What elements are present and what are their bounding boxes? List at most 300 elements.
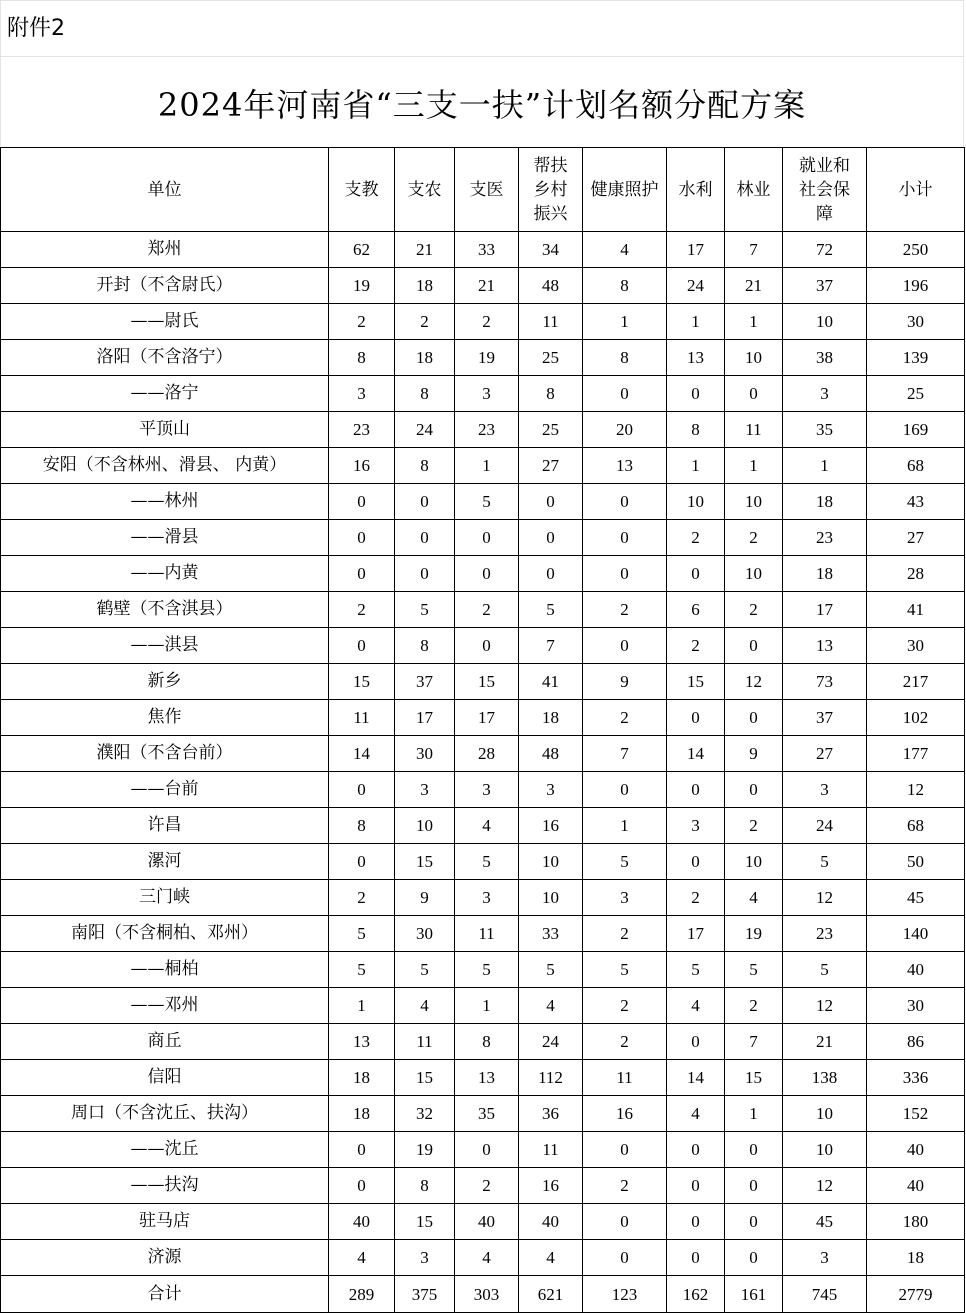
unit-cell: 漯河 (1, 844, 329, 880)
employment-cell: 37 (783, 268, 867, 304)
employment-cell: 35 (783, 412, 867, 448)
subtotal-cell: 30 (867, 628, 965, 664)
rural-revitalization-cell: 5 (519, 592, 583, 628)
education-cell: 0 (329, 1168, 395, 1204)
health-care-cell: 0 (583, 484, 667, 520)
medical-cell: 19 (455, 340, 519, 376)
health-care-cell: 2 (583, 700, 667, 736)
rural-revitalization-cell: 41 (519, 664, 583, 700)
agriculture-cell: 9 (395, 880, 455, 916)
rural-revitalization-cell: 112 (519, 1060, 583, 1096)
medical-cell: 3 (455, 880, 519, 916)
table-row (1, 1204, 965, 1240)
unit-cell: 许昌 (1, 808, 329, 844)
water-cell: 0 (667, 1240, 725, 1276)
table-row (1, 304, 965, 340)
water-cell: 2 (667, 880, 725, 916)
table-row (1, 520, 965, 556)
education-cell: 18 (329, 1060, 395, 1096)
health-care-cell: 8 (583, 268, 667, 304)
water-cell: 1 (667, 304, 725, 340)
water-cell: 14 (667, 736, 725, 772)
rural-revitalization-cell: 8 (519, 376, 583, 412)
subtotal-cell: 50 (867, 844, 965, 880)
agriculture-cell: 5 (395, 952, 455, 988)
medical-cell: 13 (455, 1060, 519, 1096)
agriculture-cell: 0 (395, 520, 455, 556)
forestry-cell: 4 (725, 880, 783, 916)
rural-revitalization-cell: 36 (519, 1096, 583, 1132)
health-care-cell: 9 (583, 664, 667, 700)
forestry-cell: 0 (725, 772, 783, 808)
education-cell: 5 (329, 952, 395, 988)
agriculture-cell: 18 (395, 268, 455, 304)
unit-cell: ——桐柏 (1, 952, 329, 988)
employment-cell: 18 (783, 556, 867, 592)
employment-cell: 18 (783, 484, 867, 520)
unit-cell: 驻马店 (1, 1204, 329, 1240)
water-cell: 0 (667, 844, 725, 880)
water-cell: 13 (667, 340, 725, 376)
agriculture-cell: 32 (395, 1096, 455, 1132)
unit-cell: 郑州 (1, 232, 329, 268)
agriculture-cell: 24 (395, 412, 455, 448)
water-cell: 1 (667, 448, 725, 484)
table-row (1, 628, 965, 664)
medical-cell: 28 (455, 736, 519, 772)
unit-cell: 商丘 (1, 1024, 329, 1060)
health-care-cell: 13 (583, 448, 667, 484)
employment-cell: 73 (783, 664, 867, 700)
forestry-cell: 2 (725, 988, 783, 1024)
unit-cell: ——淇县 (1, 628, 329, 664)
subtotal-cell: 40 (867, 1168, 965, 1204)
medical-cell: 35 (455, 1096, 519, 1132)
agriculture-cell: 0 (395, 484, 455, 520)
agriculture-cell: 3 (395, 772, 455, 808)
medical-cell: 21 (455, 268, 519, 304)
health-care-cell: 16 (583, 1096, 667, 1132)
forestry-cell: 21 (725, 268, 783, 304)
subtotal-cell: 102 (867, 700, 965, 736)
health-care-cell: 0 (583, 520, 667, 556)
unit-cell: ——台前 (1, 772, 329, 808)
table-row (1, 484, 965, 520)
subtotal-cell: 28 (867, 556, 965, 592)
health-care-cell: 8 (583, 340, 667, 376)
subtotal-cell: 25 (867, 376, 965, 412)
table-row (1, 1024, 965, 1060)
education-cell: 0 (329, 1132, 395, 1168)
health-care-cell: 2 (583, 988, 667, 1024)
table-row (1, 1096, 965, 1132)
rural-revitalization-cell: 7 (519, 628, 583, 664)
education-cell: 8 (329, 340, 395, 376)
unit-cell: 济源 (1, 1240, 329, 1276)
rural-revitalization-cell: 4 (519, 1240, 583, 1276)
health-care-cell: 0 (583, 556, 667, 592)
education-cell: 18 (329, 1096, 395, 1132)
forestry-cell: 9 (725, 736, 783, 772)
agriculture-cell: 21 (395, 232, 455, 268)
table-row (1, 1168, 965, 1204)
education-cell: 0 (329, 772, 395, 808)
subtotal-cell: 40 (867, 952, 965, 988)
unit-cell: 合计 (1, 1276, 329, 1313)
subtotal-cell: 336 (867, 1060, 965, 1096)
header-forestry: 林业 (725, 148, 783, 232)
table-row (1, 736, 965, 772)
subtotal-cell: 169 (867, 412, 965, 448)
subtotal-cell: 12 (867, 772, 965, 808)
medical-cell: 11 (455, 916, 519, 952)
forestry-cell: 0 (725, 1132, 783, 1168)
health-care-cell: 11 (583, 1060, 667, 1096)
education-cell: 40 (329, 1204, 395, 1240)
education-cell: 3 (329, 376, 395, 412)
rural-revitalization-cell: 34 (519, 232, 583, 268)
forestry-cell: 10 (725, 556, 783, 592)
health-care-cell: 1 (583, 304, 667, 340)
water-cell: 4 (667, 1096, 725, 1132)
education-cell: 8 (329, 808, 395, 844)
medical-cell: 1 (455, 988, 519, 1024)
document-title: 2024年河南省“三支一扶”计划名额分配方案 (0, 56, 964, 147)
health-care-cell: 5 (583, 844, 667, 880)
medical-cell: 2 (455, 592, 519, 628)
unit-cell: 开封（不含尉氏） (1, 268, 329, 304)
medical-cell: 8 (455, 1024, 519, 1060)
unit-cell: 焦作 (1, 700, 329, 736)
forestry-cell: 15 (725, 1060, 783, 1096)
water-cell: 2 (667, 628, 725, 664)
health-care-cell: 2 (583, 916, 667, 952)
subtotal-cell: 250 (867, 232, 965, 268)
rural-revitalization-cell: 4 (519, 988, 583, 1024)
agriculture-cell: 375 (395, 1276, 455, 1313)
employment-cell: 3 (783, 772, 867, 808)
rural-revitalization-cell: 11 (519, 1132, 583, 1168)
agriculture-cell: 37 (395, 664, 455, 700)
forestry-cell: 0 (725, 1168, 783, 1204)
subtotal-cell: 45 (867, 880, 965, 916)
header-subtotal: 小计 (867, 148, 965, 232)
table-row (1, 232, 965, 268)
medical-cell: 40 (455, 1204, 519, 1240)
unit-cell: ——沈丘 (1, 1132, 329, 1168)
header-education: 支教 (329, 148, 395, 232)
unit-cell: 周口（不含沈丘、扶沟） (1, 1096, 329, 1132)
unit-cell: ——扶沟 (1, 1168, 329, 1204)
water-cell: 0 (667, 376, 725, 412)
rural-revitalization-cell: 0 (519, 520, 583, 556)
agriculture-cell: 5 (395, 592, 455, 628)
agriculture-cell: 0 (395, 556, 455, 592)
rural-revitalization-cell: 25 (519, 412, 583, 448)
employment-cell: 5 (783, 844, 867, 880)
forestry-cell: 0 (725, 628, 783, 664)
agriculture-cell: 4 (395, 988, 455, 1024)
rural-revitalization-cell: 25 (519, 340, 583, 376)
water-cell: 24 (667, 268, 725, 304)
employment-cell: 17 (783, 592, 867, 628)
agriculture-cell: 17 (395, 700, 455, 736)
water-cell: 0 (667, 700, 725, 736)
table-row (1, 664, 965, 700)
rural-revitalization-cell: 33 (519, 916, 583, 952)
health-care-cell: 0 (583, 1132, 667, 1168)
table-row (1, 1132, 965, 1168)
table-row (1, 700, 965, 736)
medical-cell: 2 (455, 1168, 519, 1204)
water-cell: 6 (667, 592, 725, 628)
health-care-cell: 2 (583, 1168, 667, 1204)
header-employment-social-security: 就业和社会保障 (783, 148, 867, 232)
agriculture-cell: 8 (395, 628, 455, 664)
unit-cell: ——尉氏 (1, 304, 329, 340)
education-cell: 2 (329, 304, 395, 340)
medical-cell: 1 (455, 448, 519, 484)
forestry-cell: 1 (725, 1096, 783, 1132)
forestry-cell: 0 (725, 1204, 783, 1240)
rural-revitalization-cell: 11 (519, 304, 583, 340)
forestry-cell: 10 (725, 844, 783, 880)
table-header-row (1, 148, 965, 232)
education-cell: 23 (329, 412, 395, 448)
table-row (1, 376, 965, 412)
employment-cell: 72 (783, 232, 867, 268)
forestry-cell: 7 (725, 232, 783, 268)
table-row (1, 988, 965, 1024)
employment-cell: 12 (783, 988, 867, 1024)
unit-cell: ——滑县 (1, 520, 329, 556)
employment-cell: 37 (783, 700, 867, 736)
health-care-cell: 2 (583, 592, 667, 628)
unit-cell: ——林州 (1, 484, 329, 520)
agriculture-cell: 8 (395, 376, 455, 412)
agriculture-cell: 15 (395, 1204, 455, 1240)
unit-cell: 新乡 (1, 664, 329, 700)
unit-cell: 濮阳（不含台前） (1, 736, 329, 772)
table-row (1, 880, 965, 916)
agriculture-cell: 15 (395, 844, 455, 880)
employment-cell: 1 (783, 448, 867, 484)
agriculture-cell: 3 (395, 1240, 455, 1276)
rural-revitalization-cell: 5 (519, 952, 583, 988)
forestry-cell: 12 (725, 664, 783, 700)
water-cell: 0 (667, 1168, 725, 1204)
rural-revitalization-cell: 10 (519, 844, 583, 880)
employment-cell: 10 (783, 1132, 867, 1168)
attachment-label: 附件2 (0, 0, 964, 56)
education-cell: 19 (329, 268, 395, 304)
table-row (1, 448, 965, 484)
medical-cell: 23 (455, 412, 519, 448)
health-care-cell: 5 (583, 952, 667, 988)
employment-cell: 12 (783, 880, 867, 916)
agriculture-cell: 18 (395, 340, 455, 376)
water-cell: 162 (667, 1276, 725, 1313)
header-unit: 单位 (1, 148, 329, 232)
rural-revitalization-cell: 16 (519, 808, 583, 844)
rural-revitalization-cell: 3 (519, 772, 583, 808)
water-cell: 0 (667, 556, 725, 592)
subtotal-cell: 40 (867, 1132, 965, 1168)
table-row (1, 844, 965, 880)
health-care-cell: 4 (583, 232, 667, 268)
water-cell: 0 (667, 772, 725, 808)
rural-revitalization-cell: 10 (519, 880, 583, 916)
employment-cell: 24 (783, 808, 867, 844)
forestry-cell: 2 (725, 520, 783, 556)
health-care-cell: 0 (583, 772, 667, 808)
forestry-cell: 10 (725, 340, 783, 376)
table-row (1, 592, 965, 628)
water-cell: 2 (667, 520, 725, 556)
water-cell: 0 (667, 1024, 725, 1060)
subtotal-cell: 86 (867, 1024, 965, 1060)
education-cell: 289 (329, 1276, 395, 1313)
medical-cell: 2 (455, 304, 519, 340)
health-care-cell: 0 (583, 628, 667, 664)
employment-cell: 5 (783, 952, 867, 988)
forestry-cell: 2 (725, 592, 783, 628)
education-cell: 14 (329, 736, 395, 772)
forestry-cell: 0 (725, 700, 783, 736)
employment-cell: 38 (783, 340, 867, 376)
medical-cell: 303 (455, 1276, 519, 1313)
forestry-cell: 161 (725, 1276, 783, 1313)
medical-cell: 4 (455, 808, 519, 844)
agriculture-cell: 8 (395, 1168, 455, 1204)
employment-cell: 3 (783, 376, 867, 412)
medical-cell: 17 (455, 700, 519, 736)
agriculture-cell: 15 (395, 1060, 455, 1096)
water-cell: 5 (667, 952, 725, 988)
header-rural-revitalization: 帮扶乡村振兴 (519, 148, 583, 232)
employment-cell: 13 (783, 628, 867, 664)
health-care-cell: 2 (583, 1024, 667, 1060)
education-cell: 0 (329, 484, 395, 520)
subtotal-cell: 196 (867, 268, 965, 304)
table-row (1, 772, 965, 808)
employment-cell: 45 (783, 1204, 867, 1240)
unit-cell: 安阳（不含林州、滑县、 内黄） (1, 448, 329, 484)
table-row (1, 340, 965, 376)
health-care-cell: 0 (583, 1240, 667, 1276)
employment-cell: 10 (783, 304, 867, 340)
health-care-cell: 1 (583, 808, 667, 844)
medical-cell: 4 (455, 1240, 519, 1276)
rural-revitalization-cell: 18 (519, 700, 583, 736)
medical-cell: 3 (455, 376, 519, 412)
water-cell: 10 (667, 484, 725, 520)
subtotal-cell: 217 (867, 664, 965, 700)
agriculture-cell: 19 (395, 1132, 455, 1168)
unit-cell: 洛阳（不含洛宁） (1, 340, 329, 376)
subtotal-cell: 27 (867, 520, 965, 556)
medical-cell: 0 (455, 556, 519, 592)
rural-revitalization-cell: 48 (519, 268, 583, 304)
employment-cell: 10 (783, 1096, 867, 1132)
forestry-cell: 10 (725, 484, 783, 520)
rural-revitalization-cell: 48 (519, 736, 583, 772)
water-cell: 3 (667, 808, 725, 844)
agriculture-cell: 30 (395, 916, 455, 952)
unit-cell: ——洛宁 (1, 376, 329, 412)
table-row (1, 412, 965, 448)
subtotal-cell: 140 (867, 916, 965, 952)
education-cell: 16 (329, 448, 395, 484)
subtotal-cell: 180 (867, 1204, 965, 1240)
water-cell: 17 (667, 232, 725, 268)
forestry-cell: 19 (725, 916, 783, 952)
unit-cell: 三门峡 (1, 880, 329, 916)
employment-cell: 138 (783, 1060, 867, 1096)
table-row (1, 1240, 965, 1276)
medical-cell: 33 (455, 232, 519, 268)
quota-table (0, 147, 965, 1313)
subtotal-cell: 30 (867, 988, 965, 1024)
table-row (1, 808, 965, 844)
medical-cell: 5 (455, 844, 519, 880)
employment-cell: 23 (783, 916, 867, 952)
education-cell: 0 (329, 628, 395, 664)
unit-cell: 鹤壁（不含淇县） (1, 592, 329, 628)
education-cell: 62 (329, 232, 395, 268)
subtotal-cell: 68 (867, 448, 965, 484)
education-cell: 0 (329, 520, 395, 556)
header-health-care: 健康照护 (583, 148, 667, 232)
health-care-cell: 0 (583, 376, 667, 412)
unit-cell: 南阳（不含桐柏、邓州） (1, 916, 329, 952)
subtotal-cell: 2779 (867, 1276, 965, 1313)
rural-revitalization-cell: 0 (519, 484, 583, 520)
education-cell: 5 (329, 916, 395, 952)
education-cell: 0 (329, 556, 395, 592)
water-cell: 8 (667, 412, 725, 448)
water-cell: 17 (667, 916, 725, 952)
table-row (1, 916, 965, 952)
water-cell: 0 (667, 1204, 725, 1240)
health-care-cell: 7 (583, 736, 667, 772)
agriculture-cell: 11 (395, 1024, 455, 1060)
forestry-cell: 0 (725, 376, 783, 412)
table-row (1, 952, 965, 988)
medical-cell: 15 (455, 664, 519, 700)
agriculture-cell: 30 (395, 736, 455, 772)
health-care-cell: 20 (583, 412, 667, 448)
education-cell: 2 (329, 880, 395, 916)
forestry-cell: 1 (725, 448, 783, 484)
subtotal-cell: 18 (867, 1240, 965, 1276)
water-cell: 4 (667, 988, 725, 1024)
forestry-cell: 5 (725, 952, 783, 988)
forestry-cell: 0 (725, 1240, 783, 1276)
rural-revitalization-cell: 0 (519, 556, 583, 592)
forestry-cell: 2 (725, 808, 783, 844)
employment-cell: 23 (783, 520, 867, 556)
education-cell: 1 (329, 988, 395, 1024)
employment-cell: 745 (783, 1276, 867, 1313)
medical-cell: 0 (455, 1132, 519, 1168)
education-cell: 15 (329, 664, 395, 700)
subtotal-cell: 43 (867, 484, 965, 520)
health-care-cell: 3 (583, 880, 667, 916)
water-cell: 14 (667, 1060, 725, 1096)
rural-revitalization-cell: 24 (519, 1024, 583, 1060)
health-care-cell: 0 (583, 1204, 667, 1240)
